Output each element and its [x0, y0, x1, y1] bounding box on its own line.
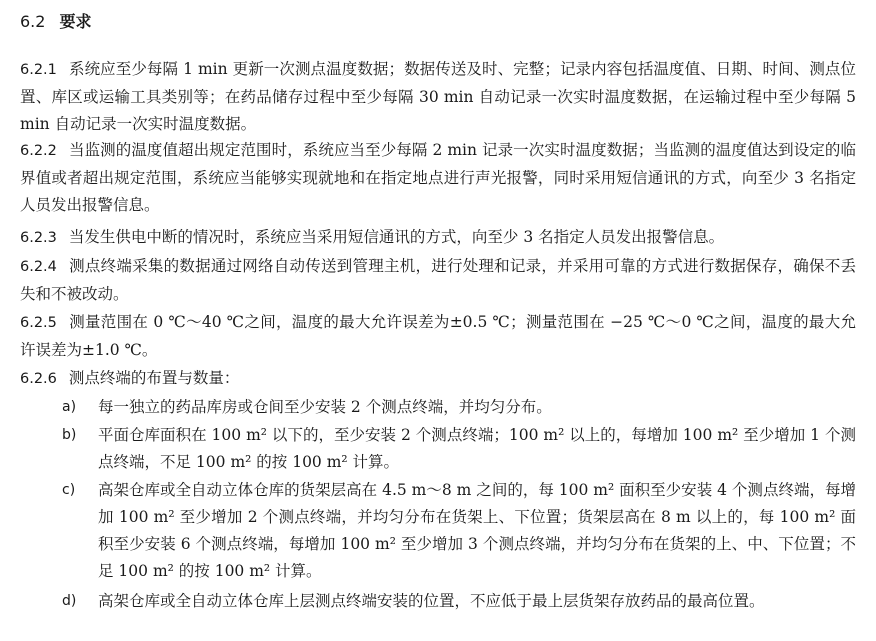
- clause-number: 6.2.2: [20, 143, 57, 159]
- clause-text: 测点终端采集的数据通过网络自动传送到管理主机，进行处理和记录，并采用可靠的方式进行数据保存，确保不丢失和不被改动。: [20, 257, 856, 303]
- clause-6-2-4: [20, 253, 856, 308]
- section-number: 6.2: [20, 12, 46, 31]
- clause-text: 测量范围在 0 ℃～40 ℃之间，温度的最大允许误差为±0.5 ℃；测量范围在 −25 ℃～0 ℃之间，温度的最大允许误差为±1.0 ℃。: [20, 313, 856, 359]
- list-item-text: 平面仓库面积在 100 m² 以下的，至少安装 2 个测点终端；100 m² 以上的，每增加 100 m² 至少增加 1 个测点终端，不足 100 m² 的按 100 m² 计算。: [98, 426, 856, 471]
- clause-text: 系统应至少每隔 1 min 更新一次测点温度数据；数据传送及时、完整；记录内容包括温度值、日期、时间、测点位置、库区或运输工具类别等；在药品储存过程中至少每隔 30 min 自动记录一次实时温度数据，在运输过程中至少每隔 5 min 自动记录一次实时温度数据。: [20, 60, 856, 133]
- list-item-a: [62, 394, 856, 421]
- clause-number: 6.2.1: [20, 62, 57, 78]
- clause-6-2-3: [20, 224, 856, 252]
- list-marker: c): [62, 482, 76, 498]
- clause-6-2-2: [20, 137, 856, 219]
- clause-number: 6.2.3: [20, 230, 57, 246]
- clause-6-2-6: [20, 365, 856, 393]
- list-item-d: [62, 588, 856, 615]
- clause-text: 测点终端的布置与数量：: [68, 369, 240, 387]
- section-heading: [20, 10, 91, 34]
- clause-number: 6.2.5: [20, 315, 57, 331]
- list-item-c: [62, 477, 856, 585]
- clause-text: 当监测的温度值超出规定范围时，系统应当至少每隔 2 min 记录一次实时温度数据；当监测的温度值达到设定的临界值或者超出规定范围，系统应当能够实现就地和在指定地点进行声光报警，同时采用短信通讯的方式，向至少 3 名指定人员发出报警信息。: [20, 141, 856, 214]
- list-item-text: 高架仓库或全自动立体仓库上层测点终端安装的位置，不应低于最上层货架存放药品的最高位置。: [98, 592, 765, 610]
- clause-number: 6.2.6: [20, 371, 57, 387]
- list-marker: a): [62, 399, 77, 415]
- list-item-text: 高架仓库或全自动立体仓库的货架层高在 4.5 m～8 m 之间的，每 100 m² 面积至少安装 4 个测点终端，每增加 100 m² 至少增加 2 个测点终端，并均匀分布在货架上、下位置；货架层高在 8 m 以上的，每 100 m² 面积至少安装 6 个测点终端，每增加 100 m² 至少增加 3 个测点终端，并均匀分布在货架的上、中、下位置；不足 100 m² 的按 100 m² 计算。: [98, 481, 856, 580]
- clause-number: 6.2.4: [20, 259, 57, 275]
- list-marker: d): [62, 593, 77, 609]
- section-title: 要求: [59, 12, 92, 31]
- list-marker: b): [62, 427, 77, 443]
- list-item-b: [62, 422, 856, 476]
- clause-6-2-5: [20, 309, 856, 364]
- clause-text: 当发生供电中断的情况时，系统应当采用短信通讯的方式，向至少 3 名指定人员发出报警信息。: [68, 228, 725, 246]
- clause-6-2-1: [20, 56, 856, 138]
- list-item-text: 每一独立的药品库房或仓间至少安装 2 个测点终端，并均匀分布。: [98, 398, 552, 416]
